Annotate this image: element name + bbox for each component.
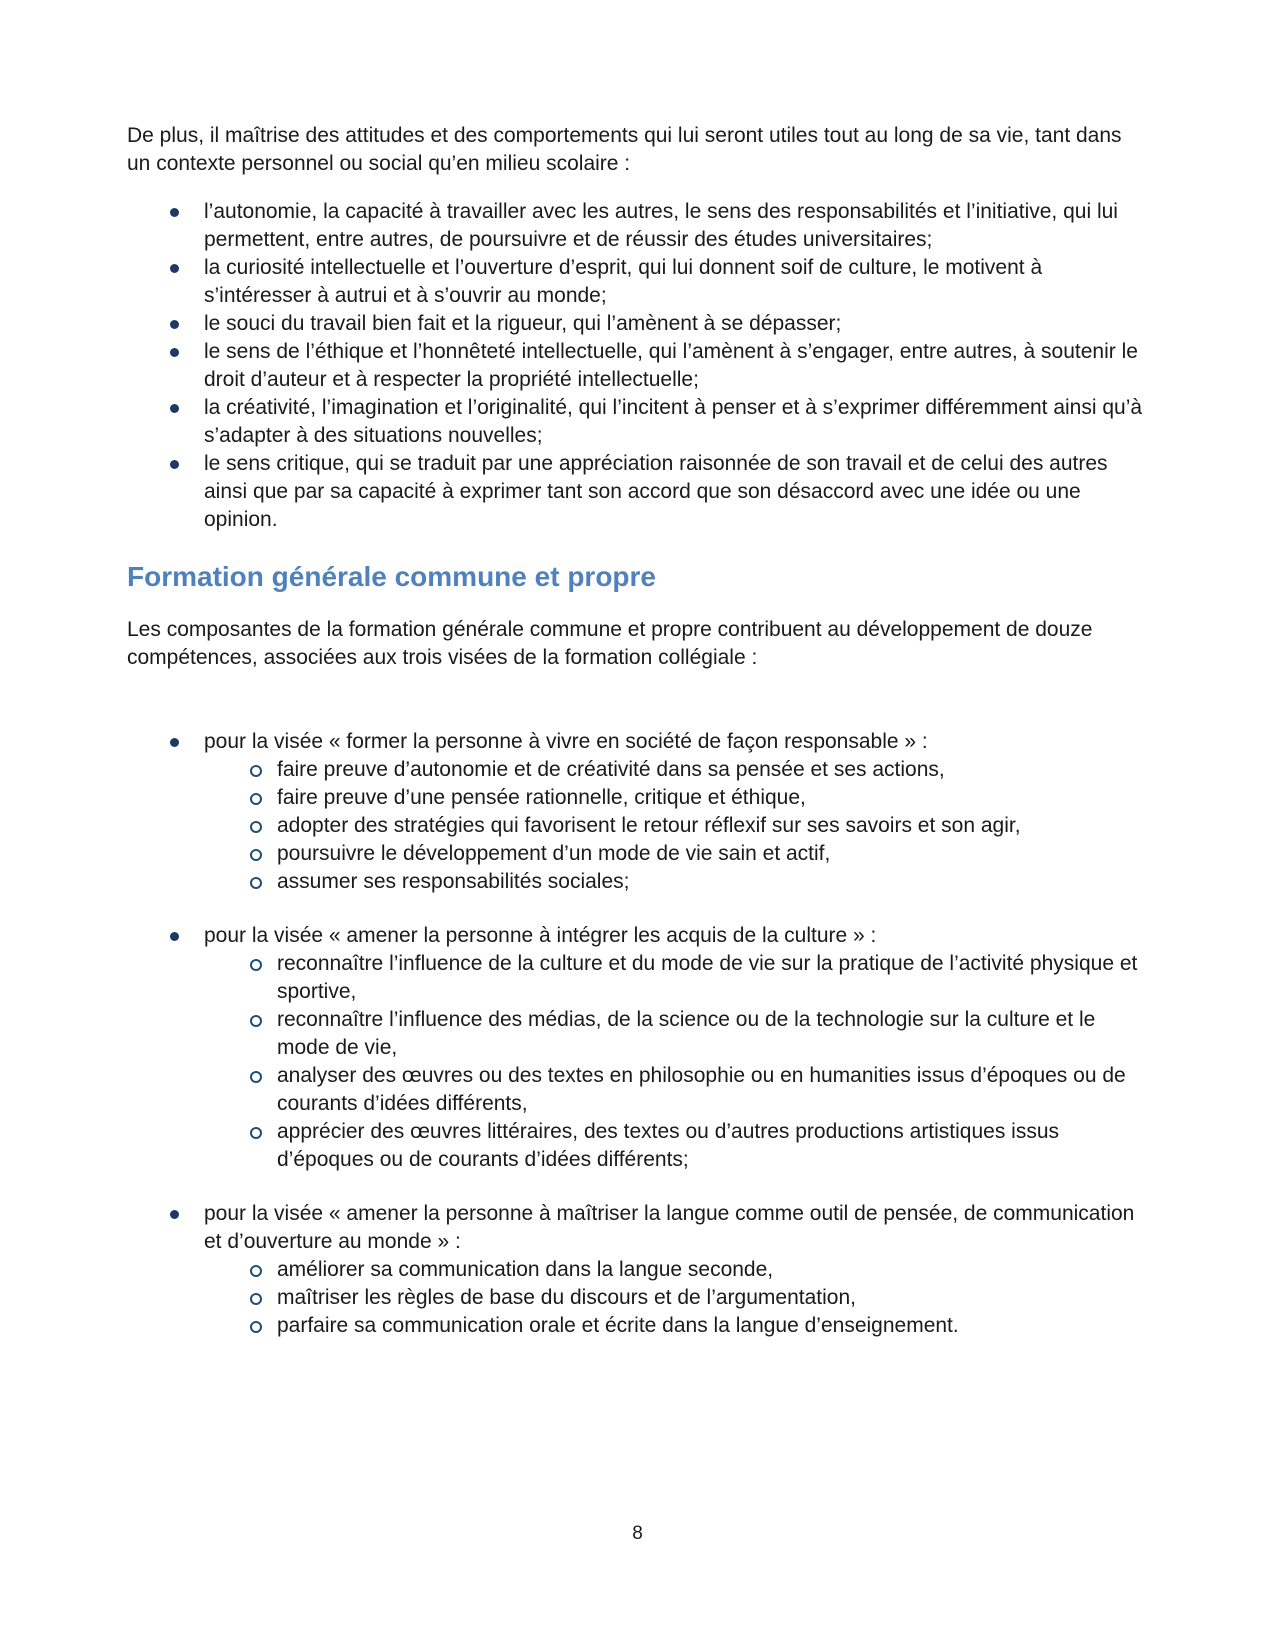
circle-bullet-icon [250, 849, 262, 861]
sub-list-item-text: assumer ses responsabilités sociales; [277, 870, 630, 893]
sub-list-item [127, 1312, 1148, 1340]
list-item-text: le sens de l’éthique et l’honnêteté intellectuelle, qui l’amènent à s’engager, entre autres, à soutenir le droit d’auteur et à respecter la propriété intellectuelle; [204, 340, 1138, 391]
circle-bullet-icon [250, 877, 262, 889]
visee-sublist [127, 756, 1148, 896]
visee-sublist [127, 1256, 1148, 1340]
sub-list-item-text: faire preuve d’autonomie et de créativité dans sa pensée et ses actions, [277, 758, 945, 781]
circle-bullet-icon [250, 1293, 262, 1305]
list-item-text: la créativité, l’imagination et l’originalité, qui l’incitent à penser et à s’exprimer différemment ainsi qu’à s’adapter à des situations nouvelles; [204, 396, 1143, 447]
sub-list-item [127, 868, 1148, 896]
sub-list-item-text: analyser des œuvres ou des textes en philosophie ou en humanities issus d’époques ou de courants d’idées différents, [277, 1064, 1126, 1115]
list-item-text: la curiosité intellectuelle et l’ouverture d’esprit, qui lui donnent soif de culture, le motivent à s’intéresser à autrui et à s’ouvrir au monde; [204, 256, 1043, 307]
sub-list-item-text: reconnaître l’influence de la culture et du mode de vie sur la pratique de l’activité physique et sportive, [277, 952, 1138, 1003]
bullet-icon [170, 404, 179, 413]
circle-bullet-icon [250, 821, 262, 833]
sub-list-item [127, 840, 1148, 868]
circle-bullet-icon [250, 765, 262, 777]
bullet-icon [170, 348, 179, 357]
bullet-icon [170, 1210, 179, 1219]
sub-list-item-text: poursuivre le développement d’un mode de vie sain et actif, [277, 842, 831, 865]
sub-list-item [127, 784, 1148, 812]
list-item [127, 310, 1148, 338]
visee-label-text: pour la visée « former la personne à vivre en société de façon responsable » : [204, 730, 928, 753]
sub-list-item-text: améliorer sa communication dans la langue seconde, [277, 1258, 774, 1281]
circle-bullet-icon [250, 1015, 262, 1027]
list-item-text: le souci du travail bien fait et la rigueur, qui l’amènent à se dépasser; [204, 312, 842, 335]
section-paragraph: Les composantes de la formation générale commune et propre contribuent au développement de douze compétences, associées aux trois visées de la formation collégiale : [127, 618, 1093, 669]
sub-list-item-text: reconnaître l’influence des médias, de la science ou de la technologie sur la culture et le mode de vie, [277, 1008, 1096, 1059]
circle-bullet-icon [250, 1127, 262, 1139]
sub-list-item-text: adopter des stratégies qui favorisent le retour réflexif sur ses savoirs et son agir, [277, 814, 1021, 837]
list-item [127, 450, 1148, 534]
circle-bullet-icon [250, 1321, 262, 1333]
intro-paragraph: De plus, il maîtrise des attitudes et des comportements qui lui seront utiles tout au long de sa vie, tant dans un contexte personnel ou social qu’en milieu scolaire : [127, 124, 1122, 175]
sub-list-item [127, 1006, 1148, 1062]
list-item [127, 254, 1148, 310]
attitudes-list [127, 198, 1148, 534]
sub-list-item [127, 1256, 1148, 1284]
sub-list-item-text: apprécier des œuvres littéraires, des textes ou d’autres productions artistiques issus d’époques ou de courants d’idées différents; [277, 1120, 1060, 1171]
visee-label-text: pour la visée « amener la personne à intégrer les acquis de la culture » : [204, 924, 877, 947]
circle-bullet-icon [250, 959, 262, 971]
section-heading: Formation générale commune et propre [127, 561, 656, 592]
sub-list-item [127, 1118, 1148, 1174]
visee-sublist [127, 950, 1148, 1174]
sub-list-item [127, 756, 1148, 784]
sub-list-item-text: parfaire sa communication orale et écrite dans la langue d’enseignement. [277, 1314, 959, 1337]
circle-bullet-icon [250, 1071, 262, 1083]
list-item [127, 338, 1148, 394]
sub-list-item [127, 1284, 1148, 1312]
list-item [127, 394, 1148, 450]
page-number: 8 [632, 1523, 643, 1544]
visee-group-1 [127, 728, 1148, 896]
list-item [127, 198, 1148, 254]
visee-label [127, 1200, 1148, 1256]
circle-bullet-icon [250, 793, 262, 805]
bullet-icon [170, 460, 179, 469]
bullet-icon [170, 738, 179, 747]
visee-label [127, 728, 1148, 756]
bullet-icon [170, 932, 179, 941]
visee-group-2 [127, 922, 1148, 1174]
list-item-text: le sens critique, qui se traduit par une appréciation raisonnée de son travail et de celui des autres ainsi que par sa capacité à exprimer tant son accord que son désaccord avec une idée ou une opinion. [204, 452, 1108, 531]
bullet-icon [170, 264, 179, 273]
list-item-text: l’autonomie, la capacité à travailler avec les autres, le sens des responsabilités et l’initiative, qui lui permettent, entre autres, de poursuivre et de réussir des études universitaires; [204, 200, 1118, 251]
sub-list-item [127, 950, 1148, 1006]
visee-group-3 [127, 1200, 1148, 1340]
sub-list-item-text: faire preuve d’une pensée rationnelle, critique et éthique, [277, 786, 806, 809]
sub-list-item-text: maîtriser les règles de base du discours et de l’argumentation, [277, 1286, 856, 1309]
sub-list-item [127, 1062, 1148, 1118]
bullet-icon [170, 320, 179, 329]
circle-bullet-icon [250, 1265, 262, 1277]
visee-label [127, 922, 1148, 950]
bullet-icon [170, 208, 179, 217]
sub-list-item [127, 812, 1148, 840]
visee-label-text: pour la visée « amener la personne à maîtriser la langue comme outil de pensée, de communication et d’ouverture au monde » : [204, 1202, 1135, 1253]
